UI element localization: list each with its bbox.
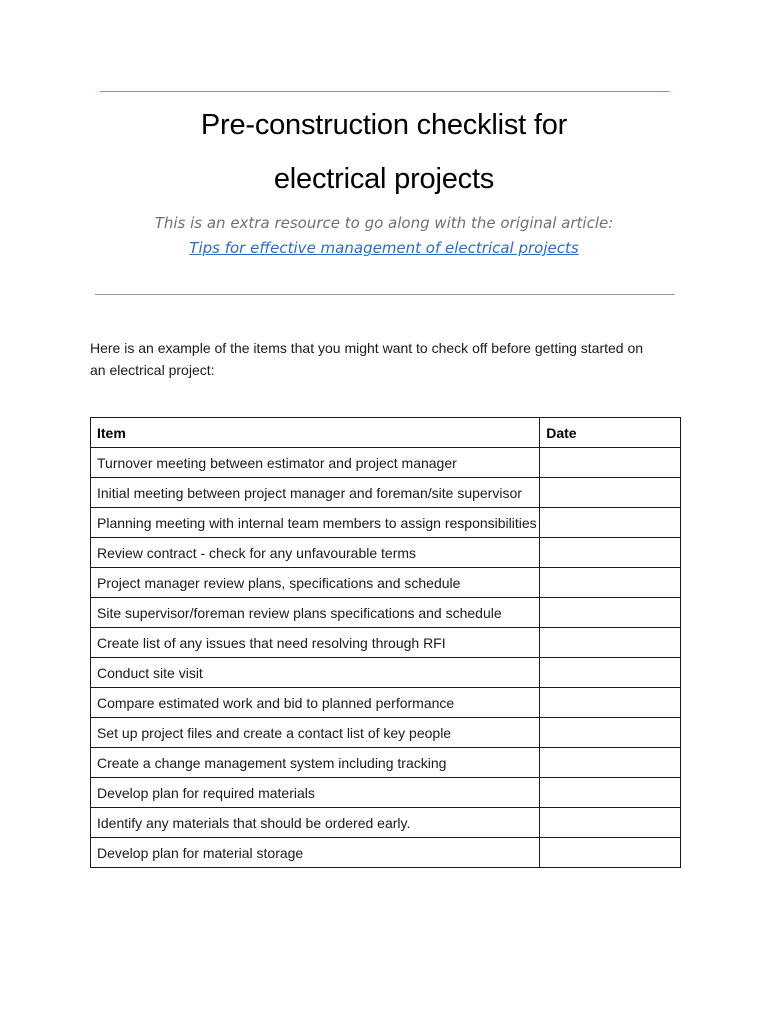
date-cell[interactable] xyxy=(540,658,681,688)
date-cell[interactable] xyxy=(540,568,681,598)
date-cell[interactable] xyxy=(540,448,681,478)
item-cell: Create list of any issues that need resolving through RFI xyxy=(91,628,540,658)
checklist-table xyxy=(90,417,681,868)
item-cell: Compare estimated work and bid to planned performance xyxy=(91,688,540,718)
intro-line-1: Here is an example of the items that you might want to check off before getting started on xyxy=(90,340,644,356)
title-line-1: Pre-construction checklist for xyxy=(200,109,568,141)
table-row xyxy=(91,598,681,628)
date-cell[interactable] xyxy=(540,628,681,658)
article-link[interactable]: Tips for effective management of electrical projects xyxy=(189,239,579,257)
table-row xyxy=(91,808,681,838)
subtitle-text: This is an extra resource to go along with the original article: xyxy=(154,214,614,232)
page-title xyxy=(0,98,768,206)
table-row xyxy=(91,748,681,778)
date-cell[interactable] xyxy=(540,538,681,568)
table-row xyxy=(91,628,681,658)
header-item: Item xyxy=(91,418,540,448)
item-cell: Initial meeting between project manager and foreman/site supervisor xyxy=(91,478,540,508)
table-row xyxy=(91,568,681,598)
top-divider xyxy=(100,91,669,92)
date-cell[interactable] xyxy=(540,688,681,718)
date-cell[interactable] xyxy=(540,838,681,868)
table-row xyxy=(91,478,681,508)
table-row xyxy=(91,688,681,718)
item-cell: Site supervisor/foreman review plans specifications and schedule xyxy=(91,598,540,628)
date-cell[interactable] xyxy=(540,778,681,808)
table-row xyxy=(91,508,681,538)
item-cell: Develop plan for material storage xyxy=(91,838,540,868)
item-cell: Identify any materials that should be ordered early. xyxy=(91,808,540,838)
item-cell: Planning meeting with internal team members to assign responsibilities xyxy=(91,508,540,538)
table-row xyxy=(91,778,681,808)
title-line-2: electrical projects xyxy=(273,163,495,195)
date-cell[interactable] xyxy=(540,808,681,838)
item-cell: Review contract - check for any unfavourable terms xyxy=(91,538,540,568)
item-cell: Develop plan for required materials xyxy=(91,778,540,808)
item-cell: Conduct site visit xyxy=(91,658,540,688)
date-cell[interactable] xyxy=(540,748,681,778)
intro-paragraph xyxy=(90,337,660,381)
date-cell[interactable] xyxy=(540,508,681,538)
table-header-row xyxy=(91,418,681,448)
item-cell: Set up project files and create a contact list of key people xyxy=(91,718,540,748)
table-row xyxy=(91,838,681,868)
item-cell: Project manager review plans, specifications and schedule xyxy=(91,568,540,598)
item-cell: Turnover meeting between estimator and project manager xyxy=(91,448,540,478)
header-date: Date xyxy=(540,418,681,448)
table-row xyxy=(91,718,681,748)
section-divider xyxy=(95,294,675,295)
table-row xyxy=(91,658,681,688)
date-cell[interactable] xyxy=(540,718,681,748)
date-cell[interactable] xyxy=(540,598,681,628)
item-cell: Create a change management system including tracking xyxy=(91,748,540,778)
subtitle xyxy=(0,211,768,261)
intro-line-2: an electrical project: xyxy=(90,362,215,378)
table-row xyxy=(91,448,681,478)
date-cell[interactable] xyxy=(540,478,681,508)
table-row xyxy=(91,538,681,568)
